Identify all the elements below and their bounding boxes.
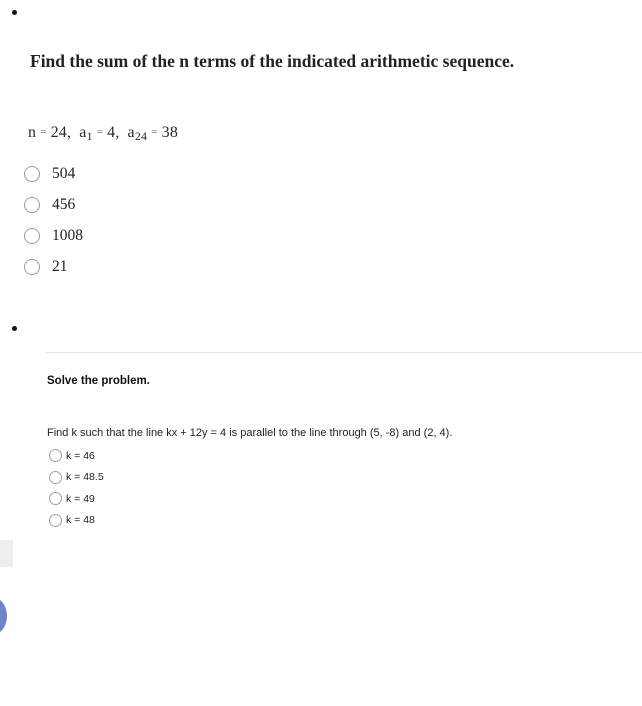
radio-button[interactable]	[49, 514, 62, 527]
divider	[46, 352, 642, 353]
a1-label: a	[79, 124, 87, 141]
a1-subscript: 1	[86, 129, 93, 143]
question-1-option[interactable]	[24, 220, 83, 251]
question-1-bullet	[12, 10, 17, 15]
radio-button[interactable]	[24, 166, 40, 182]
n-value: 24	[50, 124, 68, 141]
question-2-bullet	[12, 326, 17, 331]
question-1-option[interactable]	[24, 189, 83, 220]
radio-button[interactable]	[24, 259, 40, 275]
option-label: 504	[52, 164, 76, 182]
option-label: k = 48.5	[66, 471, 104, 484]
option-label: 1008	[52, 226, 83, 244]
option-label: k = 48	[66, 514, 95, 527]
a1-value: 4	[107, 124, 116, 141]
radio-button[interactable]	[49, 449, 62, 462]
question-2-option[interactable]	[49, 510, 104, 532]
question-2-text: Find k such that the line kx + 12y = 4 is parallel to the line through (5, -8) and (2, 4).	[47, 427, 453, 439]
radio-button[interactable]	[49, 492, 62, 505]
question-2-option[interactable]	[49, 467, 104, 489]
option-label: k = 49	[66, 492, 95, 505]
side-panel-tab	[0, 540, 13, 567]
option-label: k = 46	[66, 449, 95, 462]
option-label: 21	[52, 257, 68, 275]
question-1-option[interactable]	[24, 251, 83, 282]
a24-subscript: 24	[134, 129, 148, 143]
question-2-option[interactable]	[49, 488, 104, 510]
question-2-options	[49, 445, 104, 531]
question-1-given-values: n = 24, a1 = 4, a24 = 38	[28, 124, 179, 143]
question-1-option[interactable]	[24, 158, 83, 189]
floating-action-circle[interactable]	[0, 598, 7, 634]
a24-label: a	[127, 124, 135, 141]
radio-button[interactable]	[49, 471, 62, 484]
a24-value: 38	[161, 124, 179, 141]
radio-button[interactable]	[24, 228, 40, 244]
n-label: n	[28, 124, 37, 141]
question-2-option[interactable]	[49, 445, 104, 467]
option-label: 456	[52, 195, 76, 213]
question-1-options	[24, 158, 83, 282]
radio-button[interactable]	[24, 197, 40, 213]
question-1-heading: Find the sum of the n terms of the indicated arithmetic sequence.	[30, 51, 515, 71]
question-2-heading: Solve the problem.	[47, 375, 150, 387]
